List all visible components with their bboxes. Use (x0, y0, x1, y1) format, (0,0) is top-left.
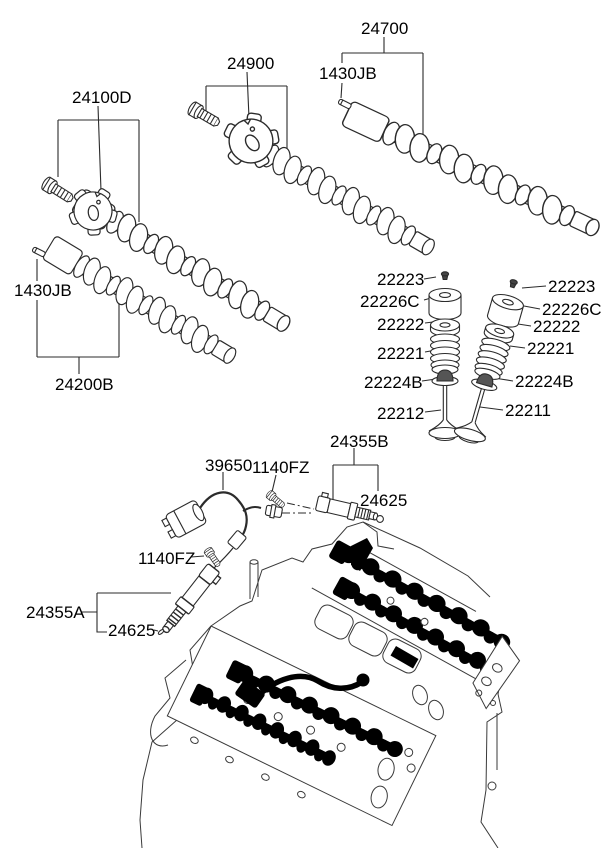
part-label-1140FZ-top: 1140FZ (252, 458, 310, 477)
part-label-22221-right: 22221 (527, 339, 575, 358)
valve-stack-intake-drawing (429, 272, 461, 441)
oring-24625-top (377, 516, 384, 523)
pin-1430JB-top (338, 99, 352, 110)
part-label-1140FZ-bottom: 1140FZ (138, 549, 196, 568)
part-label-24200B: 24200B (55, 375, 114, 394)
part-label-22222-right: 22222 (533, 317, 581, 336)
oring-24625-bottom (158, 629, 165, 636)
part-label-22222-left: 22222 (377, 315, 425, 334)
leader-lines (37, 37, 546, 632)
part-label-22224B-left: 22224B (364, 373, 423, 392)
part-label-22221-left: 22221 (377, 344, 425, 363)
part-label-39650: 39650 (205, 456, 253, 475)
part-label-22226C-left: 22226C (360, 292, 420, 311)
part-label-22223-left: 22223 (377, 270, 425, 289)
part-label-1430JB-left: 1430JB (14, 281, 72, 300)
part-label-22223-right: 22223 (548, 277, 596, 296)
part-label-22226C-right: 22226C (542, 300, 602, 319)
part-label-24625-bottom: 24625 (108, 621, 156, 640)
part-label-22211: 22211 (505, 401, 552, 420)
part-label-22212: 22212 (377, 404, 425, 423)
part-label-22224B-right: 22224B (515, 372, 574, 391)
pin-1430JB-left (32, 247, 46, 258)
engine-block-drawing (140, 522, 530, 848)
valve-stack-exhaust-drawing (452, 275, 529, 446)
camshaft-24200B-drawing (32, 233, 243, 372)
part-label-24355A: 24355A (26, 603, 85, 622)
part-label-24100D: 24100D (72, 88, 132, 107)
part-label-24625-top: 24625 (360, 491, 408, 510)
part-label-24355B: 24355B (330, 432, 389, 451)
part-label-24900: 24900 (227, 54, 275, 73)
part-label-24700: 24700 (361, 19, 409, 38)
part-label-1430JB-top: 1430JB (319, 64, 377, 83)
